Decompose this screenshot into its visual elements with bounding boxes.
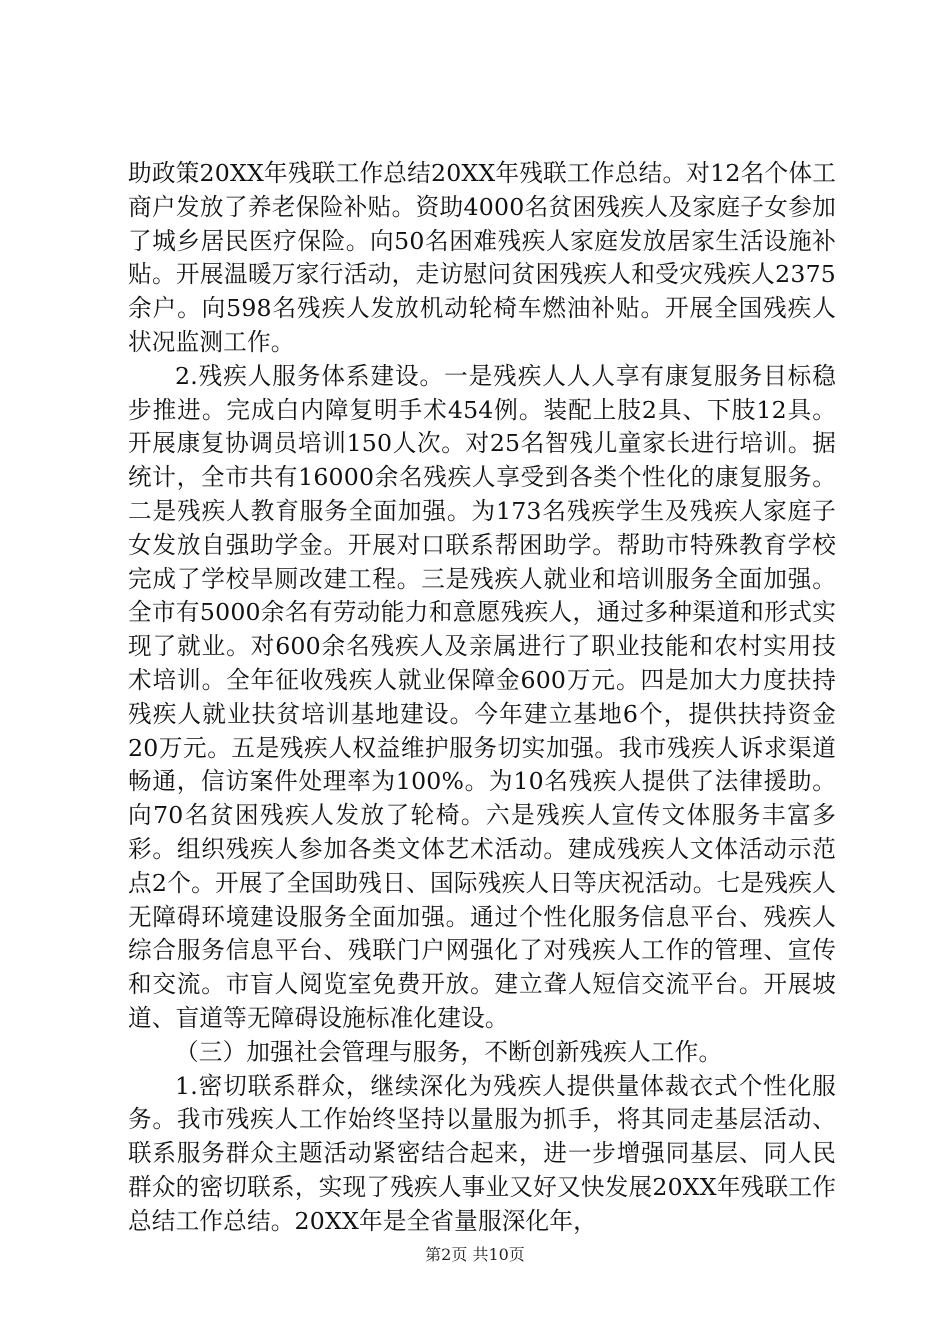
page-number-footer: 第2页 共10页 — [425, 1245, 525, 1264]
document-body — [128, 157, 836, 1239]
paragraph-1: 助政策20XX年残联工作总结20XX年残联工作总结。对12名个体工商户发放了养老保险补贴。资助4000名贫困残疾人及家庭子女参加了城乡居民医疗保险。向50名困难残疾人家庭发放居家生活设施补贴。开展温暖万家行活动，走访慰问贫困残疾人和受灾残疾人2375余户。向598名残疾人发放机动轮椅车燃油补贴。开展全国残疾人状况监测工作。 — [128, 159, 836, 356]
paragraph-2: 2.残疾人服务体系建设。一是残疾人人人享有康复服务目标稳步推进。完成白内障复明手术454例。装配上肢2具、下肢12具。开展康复协调员培训150人次。对25名智残儿童家长进行培训。据统计，全市共有16000余名残疾人享受到各类个性化的康复服务。二是残疾人教育服务全面加强。为173名残疾学生及残疾人家庭子女发放自强助学金。开展对口联系帮困助学。帮助市特殊教育学校完成了学校旱厕改建工程。三是残疾人就业和培训服务全面加强。全市有5000余名有劳动能力和意愿残疾人，通过多种渠道和形式实现了就业。对600余名残疾人及亲属进行了职业技能和农村实用技术培训。全年征收残疾人就业保障金600万元。四是加大力度扶持残疾人就业扶贫培训基地建设。今年建立基地6个，提供扶持资金20万元。五是残疾人权益维护服务切实加强。我市残疾人诉求渠道畅通，信访案件处理率为100%。为10名残疾人提供了法律援助。向70名贫困残疾人发放了轮椅。六是残疾人宣传文体服务丰富多彩。组织残疾人参加各类文体艺术活动。建成残疾人文体活动示范点2个。开展了全国助残日、国际残疾人日等庆祝活动。七是残疾人无障碍环境建设服务全面加强。通过个性化服务信息平台、残疾人综合服务信息平台、残联门户网强化了对残疾人工作的管理、宣传和交流。市盲人阅览室免费开放。建立聋人短信交流平台。开展坡道、盲道等无障碍设施标准化建设。 — [128, 361, 836, 1032]
paragraph-3-heading: （三）加强社会管理与服务，不断创新残疾人工作。 — [175, 1037, 723, 1066]
paragraph-4: 1.密切联系群众，继续深化为残疾人提供量体裁衣式个性化服务。我市残疾人工作始终坚持以量服为抓手，将其同走基层活动、联系服务群众主题活动紧密结合起来，进一步增强同基层、同人民群众的密切联系，实现了残疾人事业又好又快发展20XX年残联工作总结工作总结。20XX年是全省量服深化年， — [128, 1071, 836, 1235]
